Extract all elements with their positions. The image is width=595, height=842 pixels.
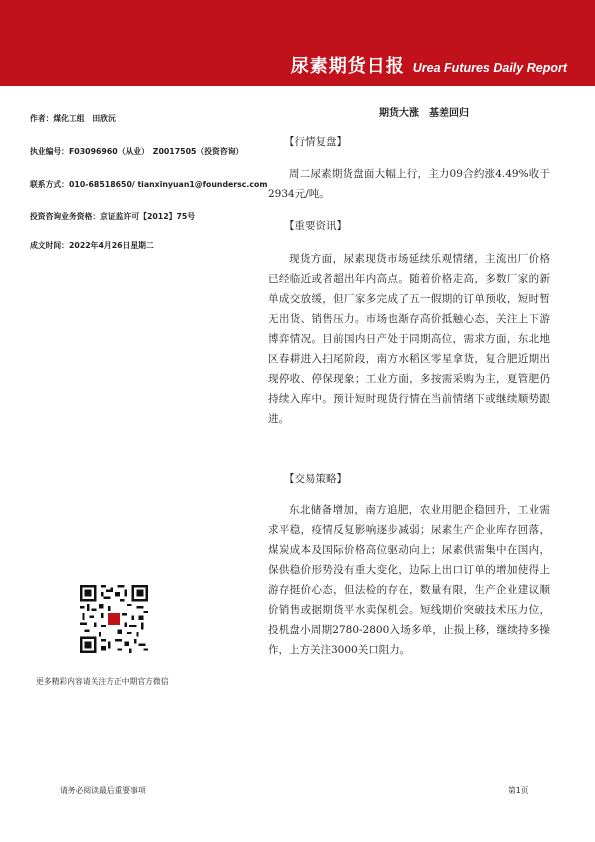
qr-caption: 更多精彩内容请关注方正中期官方微信 — [36, 677, 169, 686]
section-heading-strategy: 【交易策略】 — [284, 473, 347, 485]
report-title-cn: 尿素期货日报 — [290, 56, 405, 77]
license-line: 执业编号：F03096960（从业） Z0017505（投资咨询） — [30, 147, 244, 156]
article-title: 期货大涨 基差回归 — [379, 108, 469, 119]
section-text-review: 周二尿素期货盘面大幅上行，主力09合约涨4.49%收于2934元/吨。 — [268, 168, 550, 200]
contact-line: 联系方式：010-68518650/ tianxinyuan1@foundersc.com — [30, 180, 268, 189]
date-line: 成文时间：2022年4月26日星期二 — [30, 241, 154, 250]
author-line: 作者：煤化工组 田欣沅 — [30, 114, 116, 123]
header-band — [0, 0, 595, 86]
section-text-strategy: 东北储备增加，南方追肥，农业用肥企稳回升，工业需求平稳，疫情反复影响逐步减弱；尿素生产企业库存回落，煤炭成本及国际价格高位驱动向上；尿素供需集中在国内，保供稳价形势没有重大变化，边际上出口订单的增加使得上游存挺价心态，但法检的存在，数量有限，生产企业建议顺价销售或据期货平水卖保机会。短线期价突破技术压力位，投机盘小周期2780-2800入场多单，止损上移，继续持多操作，上方关注3000关口阻力。 — [268, 504, 550, 656]
section-heading-review: 【行情复盘】 — [284, 136, 347, 148]
report-title-en: Urea Futures Daily Report — [412, 61, 567, 75]
report-title — [291, 52, 567, 78]
section-text-news: 现货方面，尿素现货市场延续乐观情绪，主流出厂价格已经临近或者超出年内高点。随着价格走高，多数厂家的新单成交放缓，但厂家多完成了五一假期的订单预收，短时暂无出货、销售压力。市场也渐存高价抵触心态，关注上下游博弈情况。目前国内日产处于同期高位，需求方面，东北地区春耕进入扫尾阶段，南方水稻区零星拿货，复合肥近期出现停收、停保现象；工业方面，多按需采购为主，夏管肥仍持续入库中。预计短时现货行情在当前情绪下或继续顺势跟进。 — [268, 253, 550, 425]
qualification-line: 投资咨询业务资格：京证监许可【2012】75号 — [30, 212, 196, 221]
footer-disclaimer-note: 请务必阅读最后重要事项 — [60, 786, 146, 795]
qr-code-icon — [80, 585, 148, 653]
page-number: 第1页 — [508, 786, 529, 795]
section-heading-news: 【重要资讯】 — [284, 220, 347, 232]
